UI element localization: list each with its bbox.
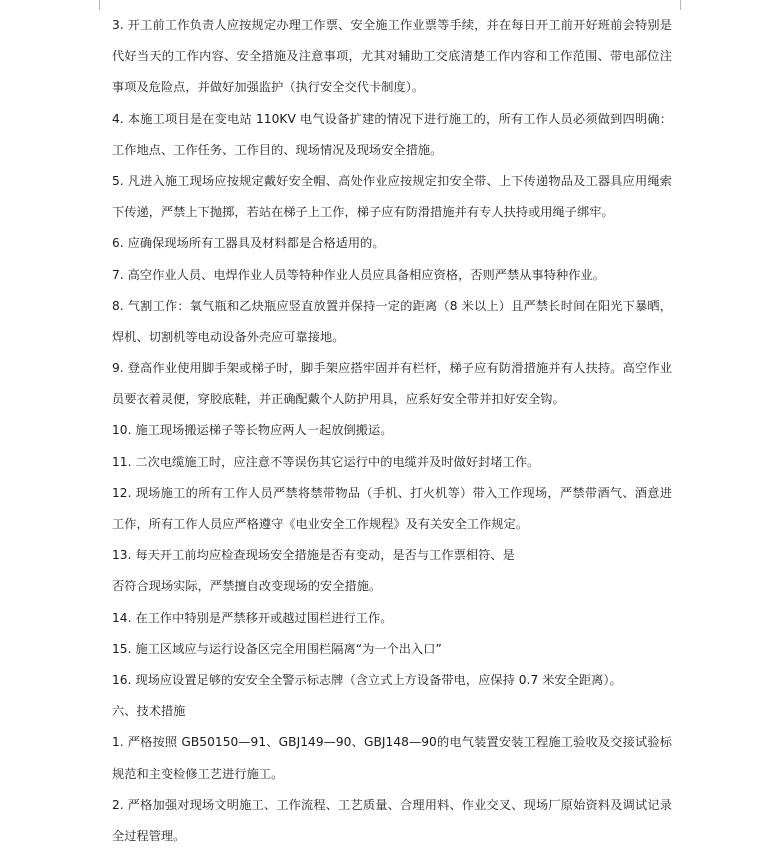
paragraph-line: 六、技术措施 — [112, 704, 186, 719]
paragraph-line: 8. 气割工作：氧气瓶和乙炔瓶应竖直放置并保持一定的距离（8 米以上）且严禁长时间在阳光下暴晒， — [112, 298, 672, 313]
paragraph-line: 15. 施工区域应与运行设备区完全用围栏隔离“为一个出入口” — [112, 641, 442, 656]
paragraph-line: 下传递，严禁上下抛掷，若站在梯子上工作，梯子应有防滑措施并有专人扶持或用绳子绑牢。 — [112, 205, 614, 220]
margin-corner-mark-left — [89, 0, 100, 10]
paragraph-line: 4. 本施工项目是在变电站 110KV 电气设备扩建的情况下进行施工的，所有工作人员必须做到四明确： — [112, 111, 672, 126]
paragraph-line: 1. 严格按照 GB50150—91、GBJ149—90、GBJ148—90的电气装置安装工程施工验收及交接试验标 — [112, 735, 672, 750]
paragraph-line: 12. 现场施工的所有工作人员严禁将禁带物品（手机、打火机等）带入工作现场，严禁带酒气、酒意进 — [112, 485, 672, 500]
paragraph-line: 全过程管理。 — [112, 828, 186, 843]
paragraph-line: 工作，所有工作人员应严格遵守《电业安全工作规程》及有关安全工作规定。 — [112, 517, 529, 531]
margin-corner-mark-right — [680, 0, 691, 10]
paragraph-line: 规范和主变检修工艺进行施工。 — [112, 766, 284, 781]
paragraph-line: 代好当天的工作内容、安全措施及注意事项，尤其对辅助工交底清楚工作内容和工作范围、带电部位注 — [112, 49, 672, 64]
paragraph-line: 3. 开工前工作负责人应按规定办理工作票、安全施工作业票等手续，并在每日开工前开好班前会特别是 — [112, 18, 672, 32]
paragraph-line: 事项及危险点，并做好加强监护（执行安全交代卡制度）。 — [112, 80, 425, 95]
paragraph-line: 否符合现场实际，严禁擅自改变现场的安全措施。 — [112, 579, 382, 594]
paragraph-line: 10. 施工现场搬运梯子等长物应两人一起放倒搬运。 — [112, 423, 393, 438]
paragraph-line: 13. 每天开工前均应检查现场安全措施是否有变动，是否与工作票相符、是 — [112, 548, 515, 563]
paragraph-line: 工作地点、工作任务、工作目的、现场情况及现场安全措施。 — [112, 142, 443, 157]
paragraph-line: 焊机、切割机等电动设备外壳应可靠接地。 — [112, 329, 345, 344]
paragraph-line: 14. 在工作中特别是严禁移开或越过围栏进行工作。 — [112, 610, 393, 625]
paragraph-line: 6. 应确保现场所有工器具及材料都是合格适用的。 — [112, 236, 385, 251]
paragraph-line: 5. 凡进入施工现场应按规定戴好安全帽、高处作业应按规定扣安全带、上下传递物品及工器具应用绳索 — [112, 173, 672, 188]
paragraph-line: 7. 高空作业人员、电焊作业人员等特种作业人员应具备相应资格，否则严禁从事特种作业。 — [112, 267, 605, 282]
paragraph-line: 2. 严格加强对现场文明施工、工作流程、工艺质量、合理用料、作业交叉、现场厂原始资料及调试记录 — [112, 797, 672, 812]
paragraph-line: 员要衣着灵便，穿胶底鞋，并正确配戴个人防护用具，应系好安全带并扣好安全钩。 — [112, 392, 565, 407]
paragraph-line: 11. 二次电缆施工时，应注意不等误伤其它运行中的电缆并及时做好封堵工作。 — [112, 454, 540, 469]
paragraph-line: 16. 现场应设置足够的安安全全警示标志牌（含立式上方设备带电，应保持 0.7 米安全距离）。 — [112, 672, 622, 687]
paragraph-line: 9. 登高作业使用脚手架或梯子时，脚手架应搭牢固并有栏杆，梯子应有防滑措施并有人扶持。高空作业 — [112, 361, 672, 376]
document-body — [112, 10, 672, 852]
